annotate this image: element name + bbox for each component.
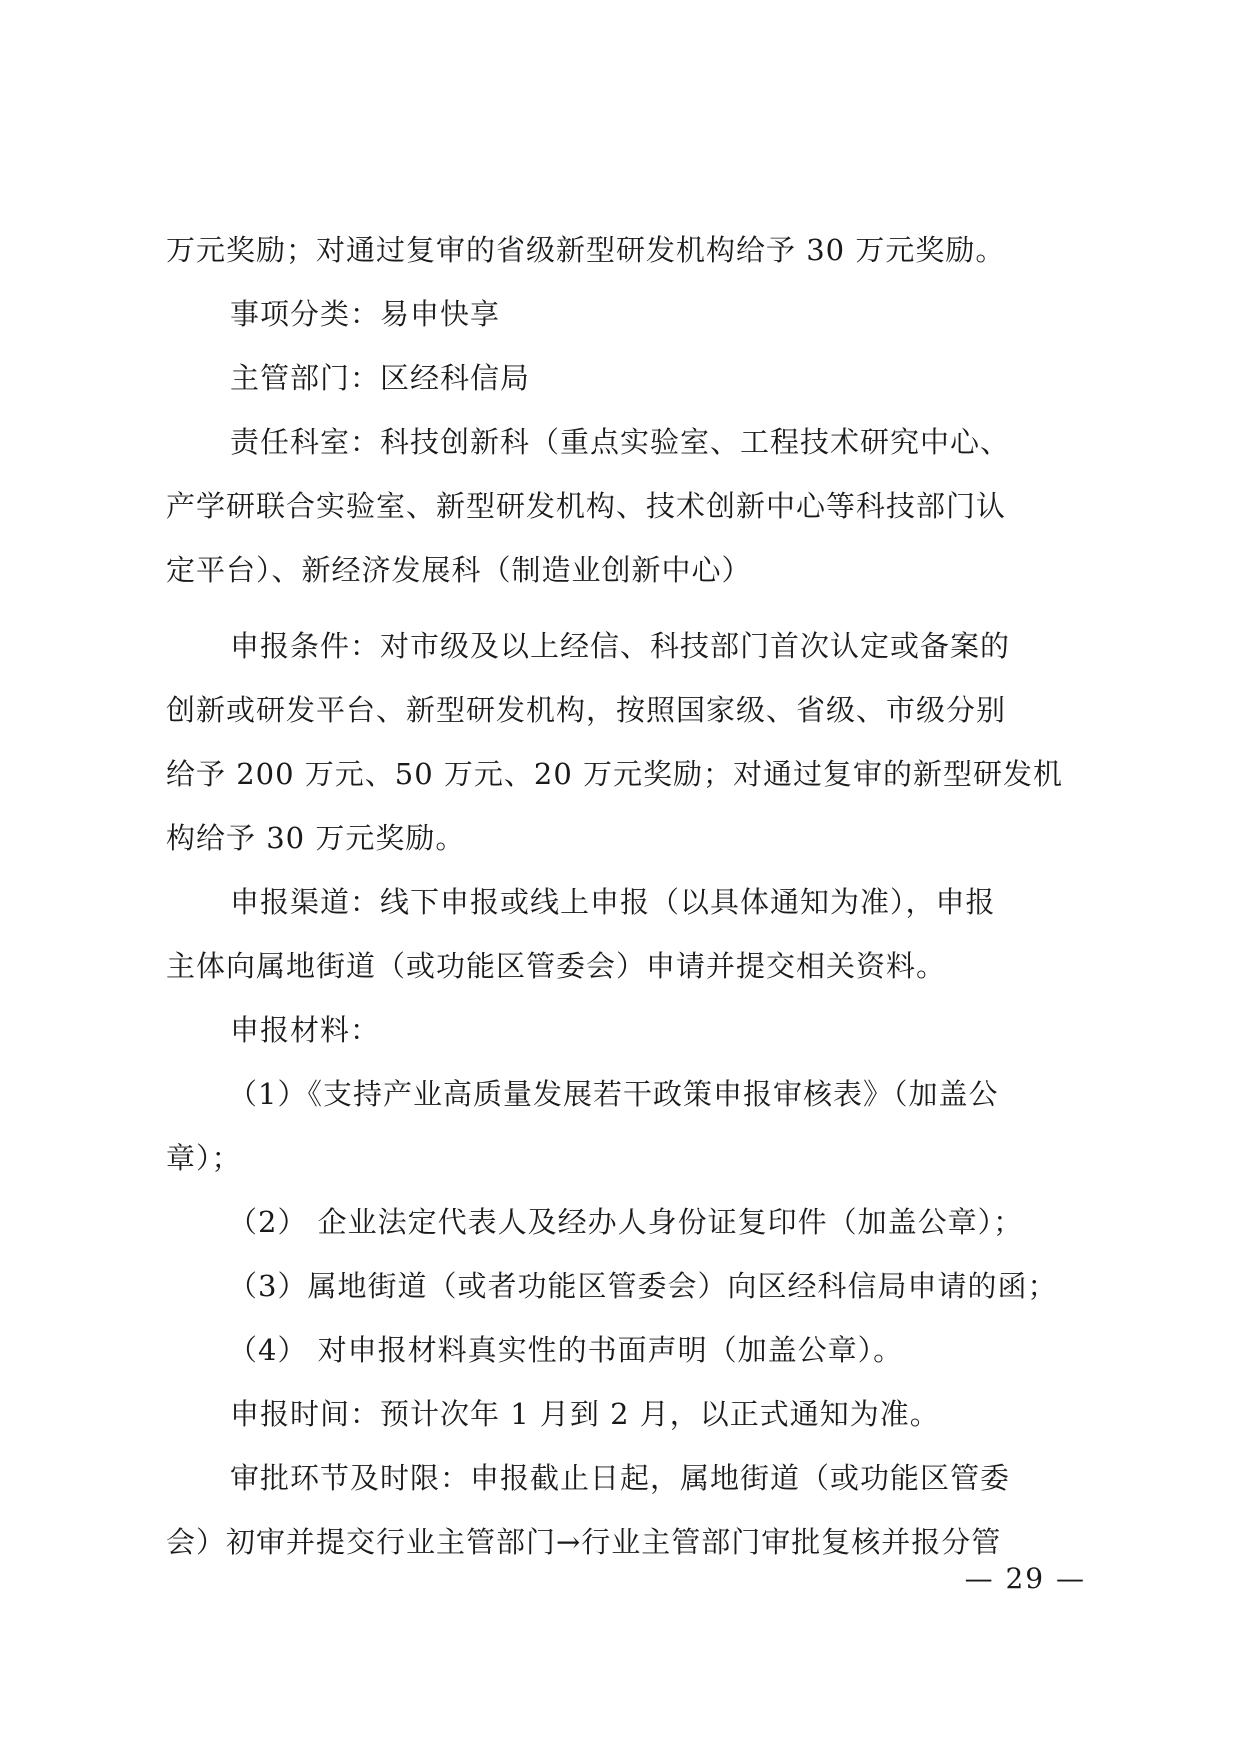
text-line: 会）初审并提交行业主管部门→行业主管部门审批复核并报分管	[166, 1525, 1002, 1559]
text-line: （4） 对申报材料真实性的书面声明（加盖公章）。	[228, 1333, 904, 1367]
text-line: 给予 200 万元、50 万元、20 万元奖励；对通过复审的新型研发机	[166, 757, 1064, 791]
text-line: 责任科室：科技创新科（重点实验室、工程技术研究中心、	[230, 425, 1011, 459]
body-text	[166, 218, 1086, 1574]
text-line: 申报条件：对市级及以上经信、科技部门首次认定或备案的	[230, 629, 1011, 663]
text-line: 定平台）、新经济发展科（制造业创新中心）	[166, 553, 752, 587]
text-line: 申报时间：预计次年 1 月到 2 月，以正式通知为准。	[230, 1397, 940, 1431]
text-line: 章）；	[166, 1141, 242, 1175]
page-number: — 29 —	[964, 1562, 1086, 1595]
text-line: 事项分类：易申快享	[230, 297, 501, 331]
text-line: 申报渠道：线下申报或线上申报（以具体通知为准），申报	[230, 885, 996, 919]
text-line: 审批环节及时限：申报截止日起，属地街道（或功能区管委	[230, 1461, 1011, 1495]
text-line: 申报材料：	[230, 1013, 381, 1047]
text-line: （3）属地街道（或者功能区管委会）向区经科信局申请的函；	[228, 1269, 1058, 1303]
text-line: （1）《支持产业高质量发展若干政策申报审核表》（加盖公	[228, 1077, 999, 1111]
text-line: 创新或研发平台、新型研发机构，按照国家级、省级、市级分别	[166, 693, 1007, 727]
text-line: 万元奖励；对通过复审的省级新型研发机构给予 30 万元奖励。	[166, 233, 1006, 267]
text-line: 主管部门：区经科信局	[230, 361, 531, 395]
text-line: （2） 企业法定代表人及经办人身份证复印件（加盖公章）；	[228, 1205, 1024, 1239]
text-line: 构给予 30 万元奖励。	[166, 821, 466, 855]
text-line: 主体向属地街道（或功能区管委会）申请并提交相关资料。	[166, 949, 947, 983]
text-line: 产学研联合实验室、新型研发机构、技术创新中心等科技部门认	[166, 489, 1007, 523]
